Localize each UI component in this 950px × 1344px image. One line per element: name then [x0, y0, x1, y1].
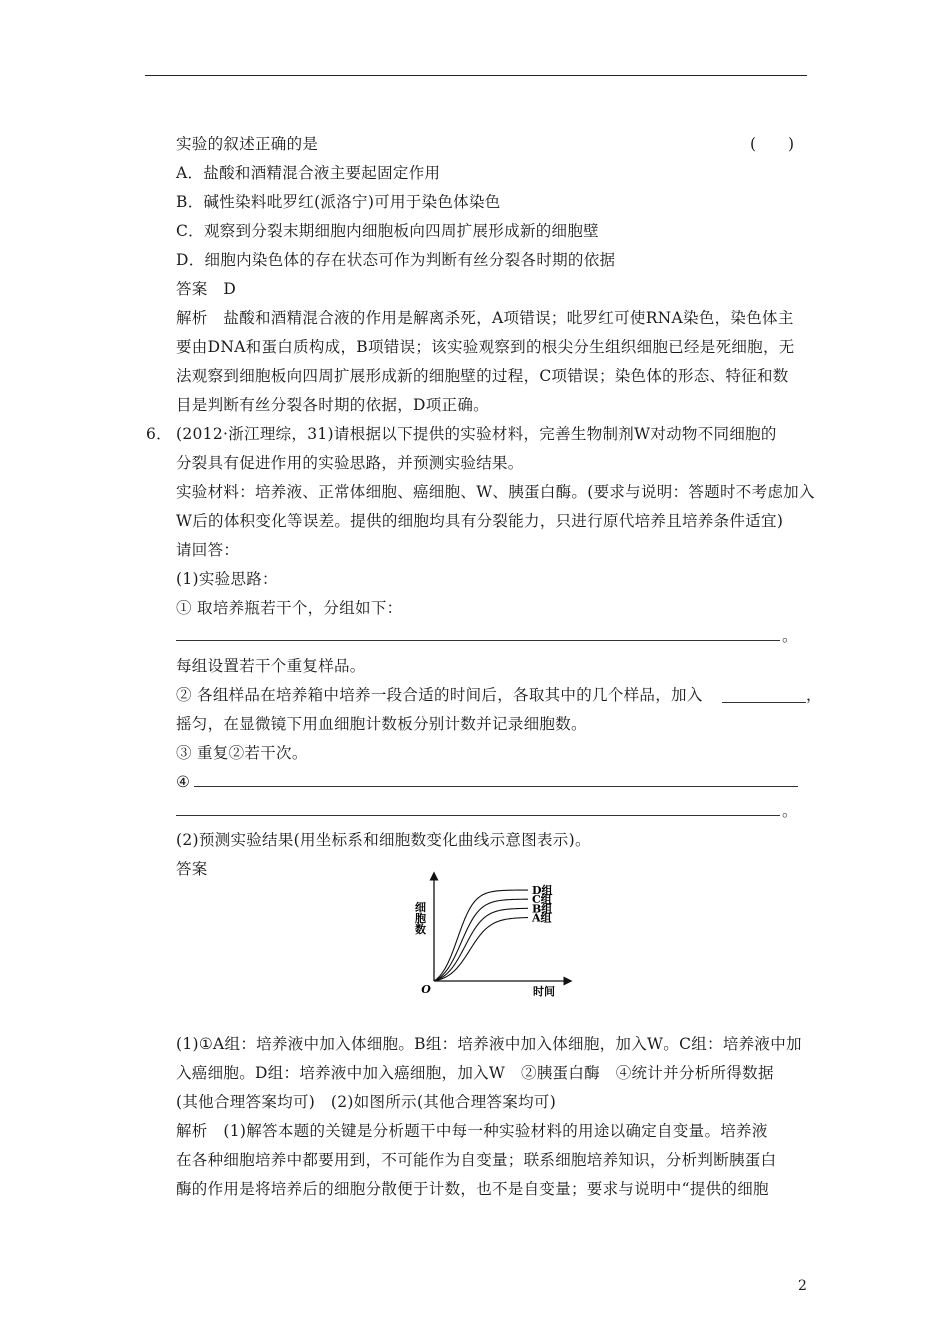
legend-label-B组: B组: [532, 902, 553, 916]
q5-option-c: C．观察到分裂末期细胞内细胞板向四周扩展形成新的细胞壁: [176, 222, 599, 240]
q6-answer-label: 答案: [176, 860, 208, 878]
q6-stem-line: (2012·浙江理综，31)请根据以下提供的实验材料，完善生物制剂W对动物不同细胞的: [176, 425, 777, 443]
q5-answer: 答案 D: [176, 280, 237, 298]
series-line-B组: [434, 908, 528, 981]
q6-repeat-note: 每组设置若干个重复样品。: [176, 657, 366, 675]
q6-analysis-line: 解析 (1)解答本题的关键是分析题干中每一种实验材料的用途以确定自变量。培养液: [176, 1122, 768, 1140]
q6-step4-label: ④: [176, 773, 191, 791]
q6-answer-line: 入癌细胞。D组：培养液中加入癌细胞，加入W ②胰蛋白酶 ④统计并分析所得数据: [176, 1064, 774, 1082]
series-line-D组: [434, 890, 528, 981]
q5-option-d: D．细胞内染色体的存在状态可作为判断有丝分裂各时期的依据: [176, 251, 616, 269]
q6-step2b: 摇匀，在显微镜下用血细胞计数板分别计数并记录细胞数。: [176, 715, 587, 733]
header-rule: [145, 75, 807, 76]
answer-blank-step4: [194, 786, 798, 787]
q5-analysis-line: 解析 盐酸和酒精混合液的作用是解离杀死，A项错误；吡罗红可使RNA染色，染色体主: [176, 309, 794, 327]
q6-answer-line: (其他合理答案均可) (2)如图所示(其他合理答案均可): [176, 1093, 557, 1111]
q6-answer-line: (1)①A组：培养液中加入体细胞。B组：培养液中加入体细胞，加入W。C组：培养液中加: [176, 1035, 802, 1053]
answer-blank-step2: [722, 702, 806, 703]
legend-label-C组: C组: [532, 893, 552, 907]
period: 。: [782, 627, 798, 645]
q5-analysis-line: 要由DNA和蛋白质构成，B项错误；该实验观察到的根尖分生组织细胞已经是死细胞，无: [176, 338, 795, 356]
q6-part1-title: (1)实验思路：: [176, 570, 278, 588]
x-axis-label: 时间: [533, 985, 555, 998]
q5-analysis-line: 法观察到细胞板向四周扩展形成新的细胞壁的过程，C项错误；染色体的形态、特征和数: [176, 367, 789, 385]
q6-stem-line: 分裂具有促进作用的实验思路，并预测实验结果。: [176, 454, 524, 472]
answer-blank-step1: [176, 640, 780, 641]
y-axis-label: 细胞数: [413, 901, 427, 935]
q5-option-a: A．盐酸和酒精混合液主要起固定作用: [176, 164, 441, 182]
q6-step3: ③ 重复②若干次。: [176, 744, 308, 762]
q6-materials-line: 实验材料：培养液、正常体细胞、癌细胞、W、胰蛋白酶。(要求与说明：答题时不考虑加入: [176, 483, 815, 501]
q6-number: 6．: [146, 425, 172, 443]
origin-label: O: [421, 983, 431, 996]
q5-stem: 实验的叙述正确的是: [176, 135, 319, 153]
page-number: 2: [798, 1278, 807, 1294]
period: 。: [782, 802, 798, 820]
series-line-C组: [434, 899, 528, 981]
q6-analysis-line: 在各种细胞培养中都要用到，不可能作为自变量；联系细胞培养知识，分析判断胰蛋白: [176, 1151, 777, 1169]
q6-step2a: ② 各组样品在培养箱中培养一段合适的时间后，各取其中的几个样品，加入: [176, 686, 703, 704]
answer-blank-step4: [176, 815, 780, 816]
q6-step1: ① 取培养瓶若干个，分组如下：: [176, 599, 403, 617]
q6-analysis-line: 酶的作用是将培养后的细胞分散便于计数，也不是自变量；要求与说明中“提供的细胞: [176, 1180, 769, 1198]
growth-curve-chart: [410, 868, 580, 998]
legend-label-A组: A组: [532, 911, 552, 925]
q5-answer-paren: ( ): [750, 135, 795, 153]
legend-label-D组: D组: [532, 884, 553, 898]
q5-analysis-line: 目是判断有丝分裂各时期的依据，D项正确。: [176, 396, 489, 414]
q6-prompt: 请回答：: [176, 541, 240, 559]
q5-option-b: B．碱性染料吡罗红(派洛宁)可用于染色体染色: [176, 193, 501, 211]
q6-materials-line: W后的体积变化等误差。提供的细胞均具有分裂能力，只进行原代培养且培养条件适宜): [176, 512, 784, 530]
series-line-A组: [434, 918, 528, 981]
q6-part2: (2)预测实验结果(用坐标系和细胞数变化曲线示意图表示)。: [176, 831, 591, 849]
comma: ，: [806, 686, 822, 704]
